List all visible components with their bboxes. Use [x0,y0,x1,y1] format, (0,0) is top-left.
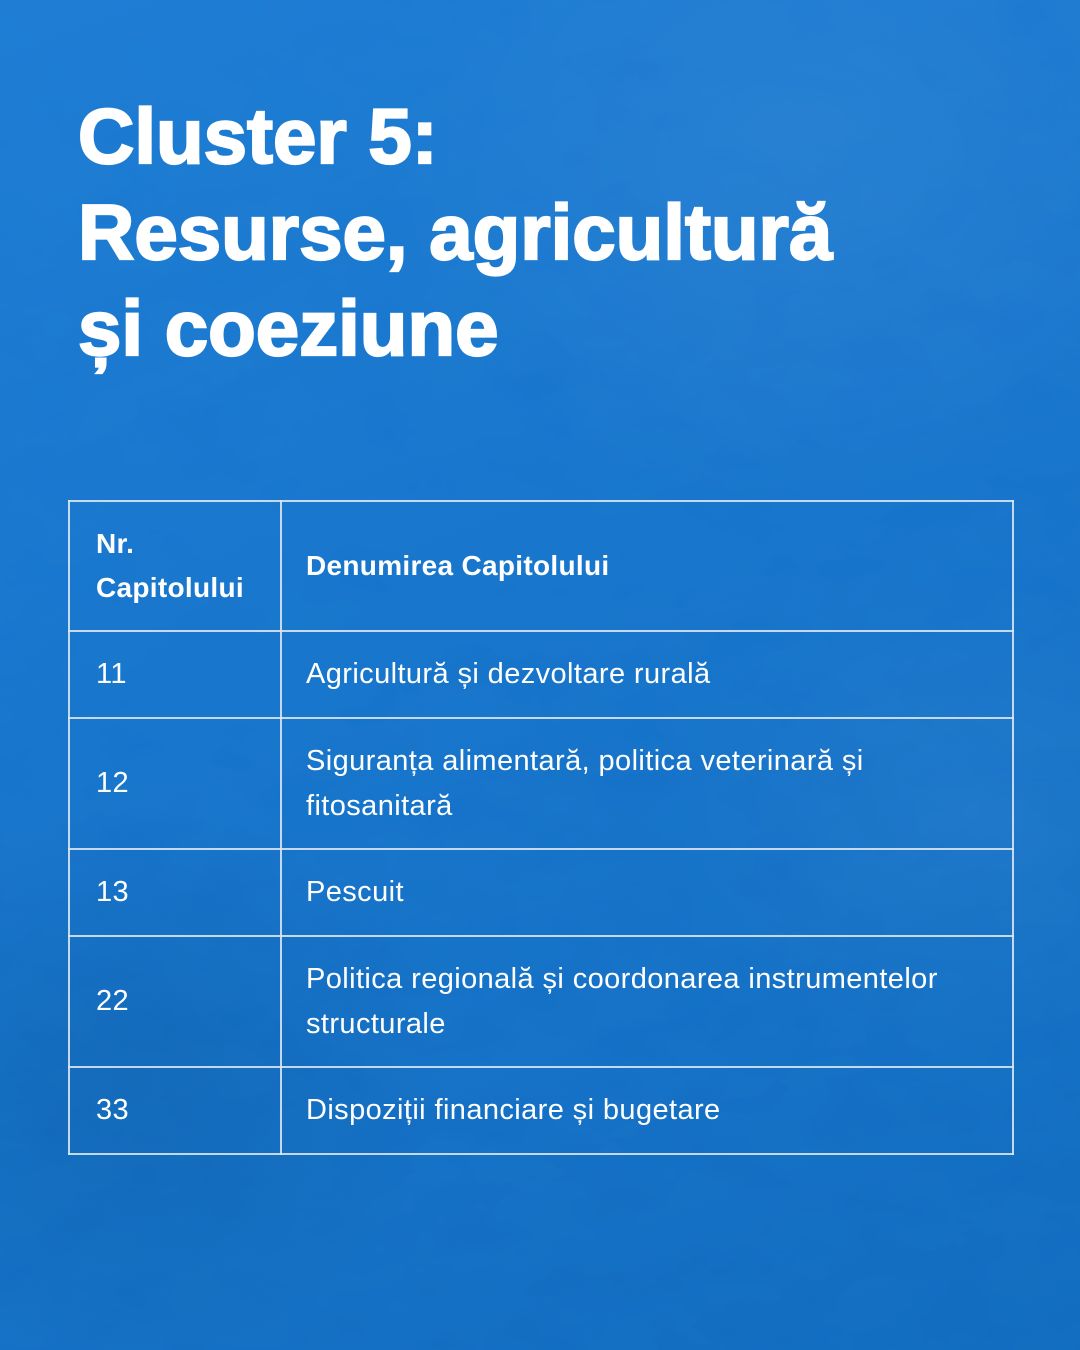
table-row [69,1067,1013,1154]
column-header-nr: Nr. Capitolului [69,501,281,631]
table-row [69,631,1013,718]
table-row [69,718,1013,849]
chapter-name: Pescuit [281,849,1013,936]
page-title-line-3: și coeziune [78,284,499,372]
chapter-name: Siguranța alimentară, politica veterinară și fitosanitară [281,718,1013,849]
column-header-denumire: Denumirea Capitolului [281,501,1013,631]
table-header-row [69,501,1013,631]
chapter-name: Dispoziții financiare și bugetare [281,1067,1013,1154]
page-title-line-2: Resurse, agricultură [78,188,833,276]
chapter-number: 12 [69,718,281,849]
chapter-number: 22 [69,936,281,1067]
page-title-line-1: Cluster 5: [78,92,438,180]
chapter-name: Politica regională și coordonarea instrumentelor structurale [281,936,1013,1067]
table-row [69,849,1013,936]
chapter-name: Agricultură și dezvoltare rurală [281,631,1013,718]
chapter-number: 13 [69,849,281,936]
chapter-number: 33 [69,1067,281,1154]
chapter-number: 11 [69,631,281,718]
table-row [69,936,1013,1067]
page-title [78,88,832,376]
chapters-table [68,500,1014,1155]
